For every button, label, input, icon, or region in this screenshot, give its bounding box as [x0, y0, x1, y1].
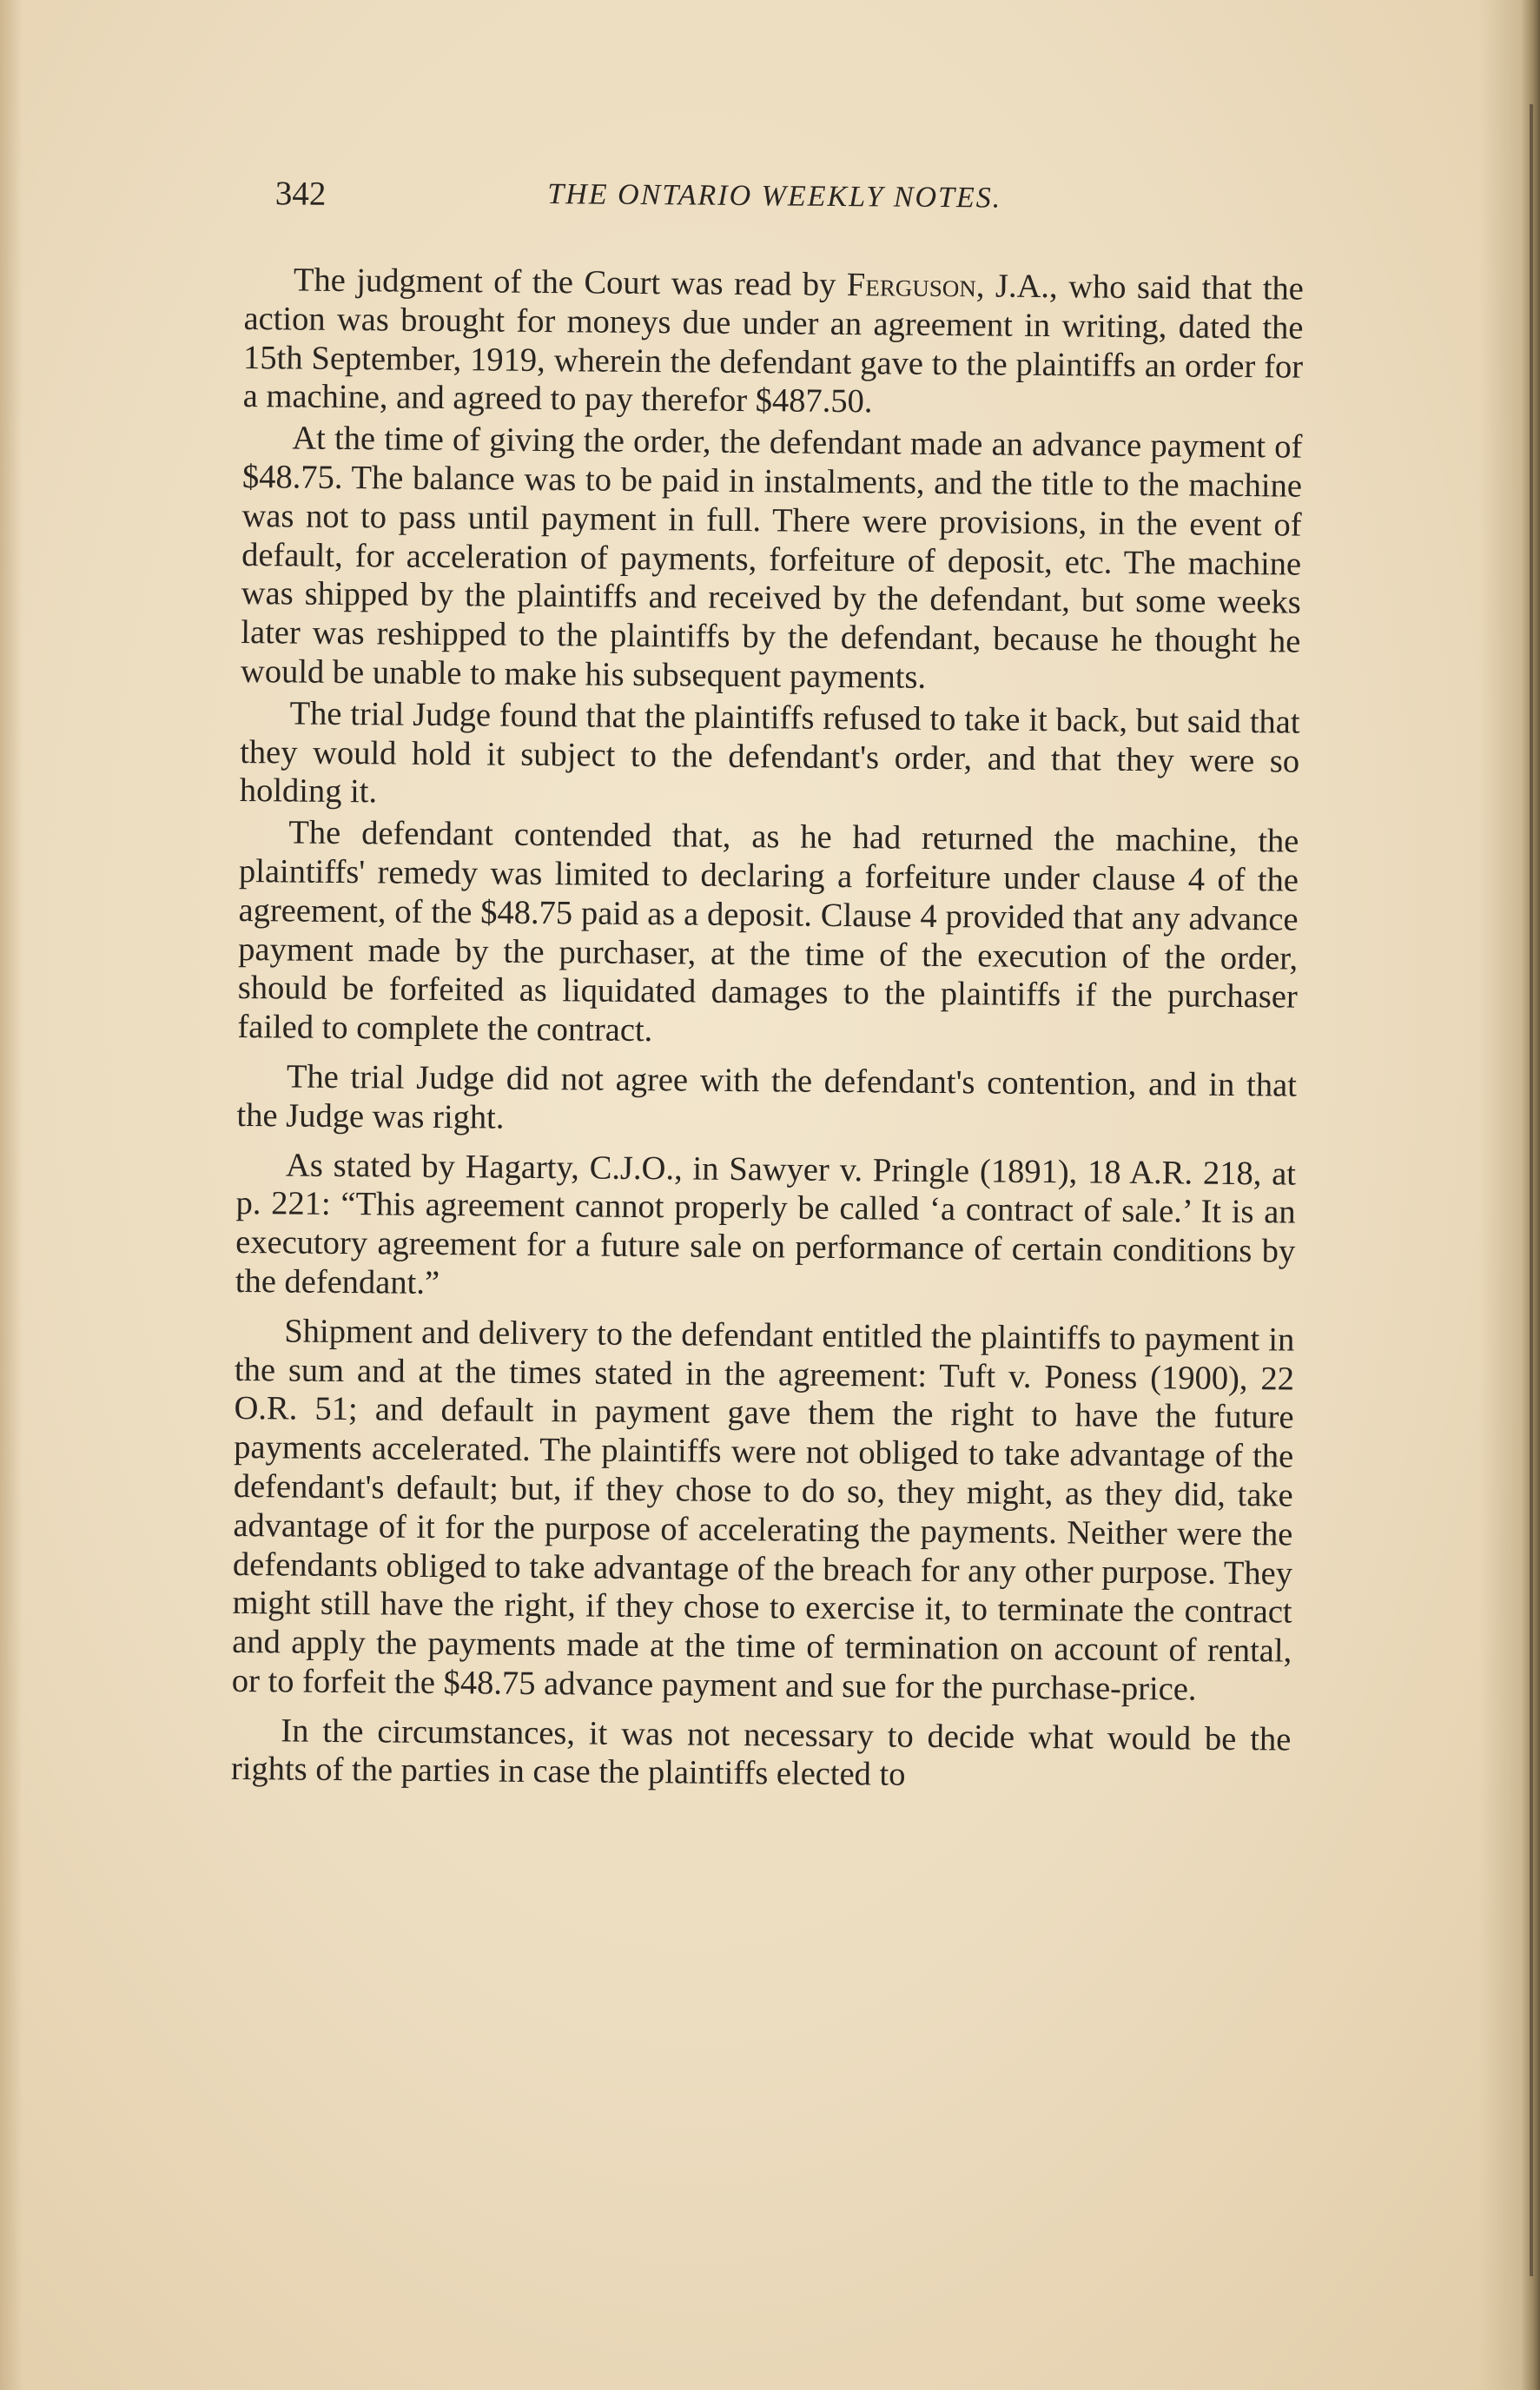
paragraph-sawyer-pringle: As stated by Hagarty, C.J.O., in Sawyer v. Pringle (1891), 18 A.R. 218, at p. 221: “This agreement cannot properly be called ‘a contract of sale.’ It is an executory agreement for a future sale on performance of certain conditions by the defendant.” [235, 1146, 1297, 1301]
paragraph-defendant-contention: The defendant contended that, as he had returned the machine, the plaintiffs' remedy was limited to declaring a forfeiture under clause 4 of the agreement, of the $48.75 paid as a deposit. Clause 4 provided that any advance payment made by the purchaser, at the time of the execution of the order, should be forfeited as liquidated damages to the plaintiffs if the purchaser failed to complete the contract. [237, 814, 1299, 1049]
judge-name: Ferguson, J.A. [846, 267, 1050, 306]
paragraph-advance-payment: At the time of giving the order, the defendant made an advance payment of $48.75. The balance was to be paid in instalments, and the title to the machine was not to pass until payment in full. There were provisions, in the event of default, for acceleration of payments, forfeiture of deposit, etc. The machine was shipped by the plaintiffs and received by the defendant, but some weeks later was reshipped to the plaintiffs by the defendant, because he thought he would be unable to make his subsequent payments. [240, 420, 1303, 696]
journal-title: THE ONTARIO WEEKLY NOTES. [547, 178, 1002, 215]
paragraph-shipment-delivery: Shipment and delivery to the defendant entitled the plaintiffs to payment in the sum and at the times stated in the agreement: Tuft v. Poness (1900), 22 O.R. 51; and default in payment gave them the right to have the future payments accelerated. The plaintiffs were not obliged to take advantage of the defendant's default; but, if they chose to do so, they might, as they did, take advantage of it for the purpose of accelerating the payments. Neither were the defendants obliged to take advantage of the breach for any other purpose. They might still have the right, if they chose to exercise it, to terminate the contract and apply the payments made at the time of termination on account of rental, or to forfeit the $48.75 advance payment and sue for the purchase-price. [231, 1313, 1295, 1708]
body-text [231, 261, 1304, 1798]
paragraph-judgment-intro [243, 261, 1305, 426]
page-edge-left [0, 0, 23, 2390]
page-number: 342 [274, 175, 327, 213]
paragraph-trial-judge-disagreed: The trial Judge did not agree with the defendant's contention, and in that the Judge was right. [236, 1058, 1298, 1136]
page-content [231, 174, 1305, 1801]
paragraph-judgment-intro-lead: The judgment of the Court was read by [293, 262, 848, 304]
paragraph-judgment-intro-rest: , who said that the action was brought for moneys due under an agreement in writing, dated the 15th September, 1919, wherein the defendant gave to the plaintiffs an order for a machine, and agreed to pay therefor $487.50. [242, 268, 1305, 420]
binding-shadow [1530, 104, 1533, 2276]
paragraph-circumstances: In the circumstances, it was not necessary to decide what would be the rights of the parties in case the plaintiffs elected to [230, 1712, 1292, 1794]
paragraph-trial-finding: The trial Judge found that the plaintiffs refused to take it back, but said that they would hold it subject to the defendant's order, and that they were so holding it. [239, 695, 1300, 811]
running-head [244, 174, 1304, 235]
